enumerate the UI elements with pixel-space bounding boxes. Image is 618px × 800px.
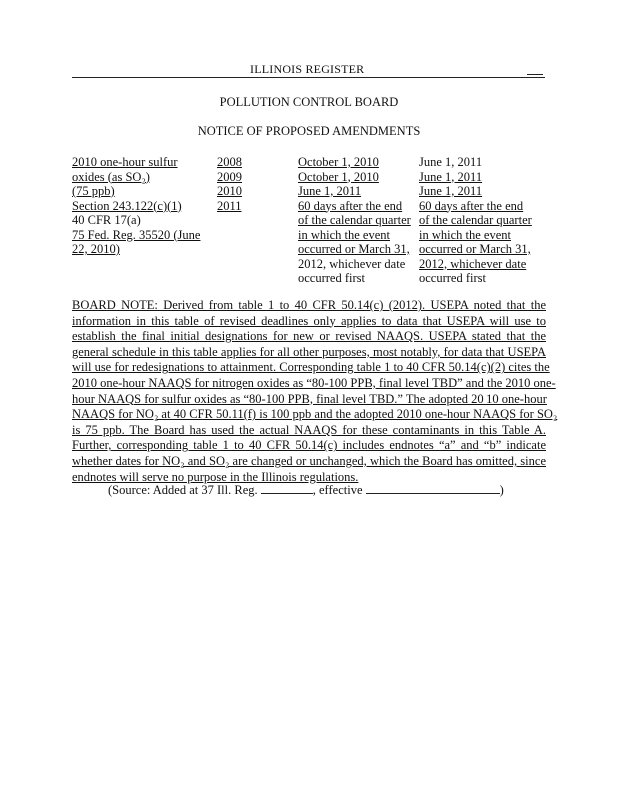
table-cell: of the calendar quarter <box>298 213 411 227</box>
table-cell: occurred first <box>419 271 486 285</box>
table-cell: 2012, whichever date <box>298 256 406 271</box>
table-cell <box>217 257 298 272</box>
table-row <box>72 155 552 170</box>
board-note-line: general schedule in this table applies for all other purposes, most notably, for data that USEPA <box>72 344 546 359</box>
table-cell: oxides (as SO₂) <box>72 169 150 184</box>
table-row <box>72 271 552 286</box>
source-effective: , effective <box>312 483 366 497</box>
table-row <box>72 257 552 272</box>
table-cell: 2012, whichever date <box>419 256 527 271</box>
table-row <box>72 170 552 185</box>
table-cell: 60 days after the end <box>419 198 524 213</box>
table-cell: 22, 2010) <box>72 242 120 256</box>
table-cell: of the calendar quarter <box>419 213 532 227</box>
board-note-line: whether dates for NO₂ and SO₂ are changed or unchanged, which the Board has omitted, since <box>72 453 546 468</box>
table-cell <box>72 257 217 272</box>
table-cell: October 1, 2010 <box>298 155 379 169</box>
board-note-line: BOARD NOTE: Derived from table 1 to 40 CFR 50.14(c) (2012). USEPA noted that the <box>72 298 546 312</box>
board-note-line: information in this table of revised deadlines only applies to data that USEPA will use to <box>72 313 546 328</box>
table-cell: in which the event <box>298 227 390 242</box>
table-cell: 60 days after the end <box>298 198 403 213</box>
table-row <box>72 199 552 214</box>
table-cell: in which the event <box>419 227 511 242</box>
board-note-line: is 75 ppb. The Board has used the actual NAAQS for these contaminants in this Table A. <box>72 422 546 437</box>
table-cell: June 1, 2011 <box>419 155 483 169</box>
board-note-line: Further, corresponding table 1 to 40 CFR 50.14(c) includes endnotes “a” and “b” indicate <box>72 438 546 453</box>
table-cell <box>72 271 217 286</box>
table-cell: occurred or March 31, <box>298 242 410 256</box>
table-cell: occurred first <box>298 271 365 285</box>
table-cell: 2011 <box>217 198 242 213</box>
board-note <box>72 298 558 485</box>
board-note-line: 2010 one-hour NAAQS for nitrogen oxides as “80-100 PPB, final level TBD” and the 2010 one- <box>72 375 556 390</box>
agency-heading: POLLUTION CONTROL BOARD <box>219 95 399 109</box>
table-cell: 2010 one-hour sulfur <box>72 155 178 169</box>
table-cell <box>217 228 298 243</box>
board-note-line: establish the final initial designations for new or revised NAAQS. USEPA stated that the <box>72 329 546 344</box>
table-row <box>72 184 552 199</box>
board-note-line: NAAQS for NO₂ at 40 CFR 50.11(f) is 100 ppb and the adopted 2010 one-hour NAAQS for SO₂ <box>72 407 558 422</box>
table-cell: June 1, 2011 <box>419 184 483 198</box>
header-page-mark <box>527 74 543 75</box>
board-note-line: will use for redesignations to attainment. Corresponding table 1 to 40 CFR 50.14(c)(2) cites the <box>72 360 550 375</box>
table-cell: June 1, 2011 <box>298 184 362 198</box>
register-title: ILLINOIS REGISTER <box>250 62 365 76</box>
deadline-table <box>72 155 552 286</box>
table-cell: June 1, 2011 <box>419 169 483 184</box>
table-row <box>72 242 552 257</box>
source-prefix: (Source: Added at 37 Ill. Reg. <box>108 483 261 497</box>
table-cell: (75 ppb) <box>72 184 115 198</box>
table-cell: 2008 <box>217 155 242 169</box>
source-suffix: ) <box>499 483 504 497</box>
table-cell: 2010 <box>217 184 242 198</box>
table-row <box>72 228 552 243</box>
effective-date-blank <box>366 481 500 494</box>
table-cell: 40 CFR 17(a) <box>72 213 141 227</box>
table-cell: October 1, 2010 <box>298 169 379 184</box>
table-cell <box>217 271 298 286</box>
notice-heading: NOTICE OF PROPOSED AMENDMENTS <box>197 124 421 138</box>
table-cell: 2009 <box>217 169 242 184</box>
table-row <box>72 213 552 228</box>
table-cell: occurred or March 31, <box>419 242 531 256</box>
source-note <box>108 481 504 498</box>
header-rule <box>72 77 545 78</box>
table-cell: 75 Fed. Reg. 35520 (June <box>72 227 201 242</box>
table-cell: Section 243.122(c)(1) <box>72 198 182 213</box>
table-cell <box>217 242 298 257</box>
table-cell <box>217 213 298 228</box>
board-note-line: hour NAAQS for sulfur oxides as “80-100 PPB, final level TBD.” The adopted 20 10 one-hour <box>72 391 547 406</box>
board-note-line: endnotes will serve no purpose in the Illinois regulations. <box>72 469 359 484</box>
volume-blank <box>261 481 313 494</box>
